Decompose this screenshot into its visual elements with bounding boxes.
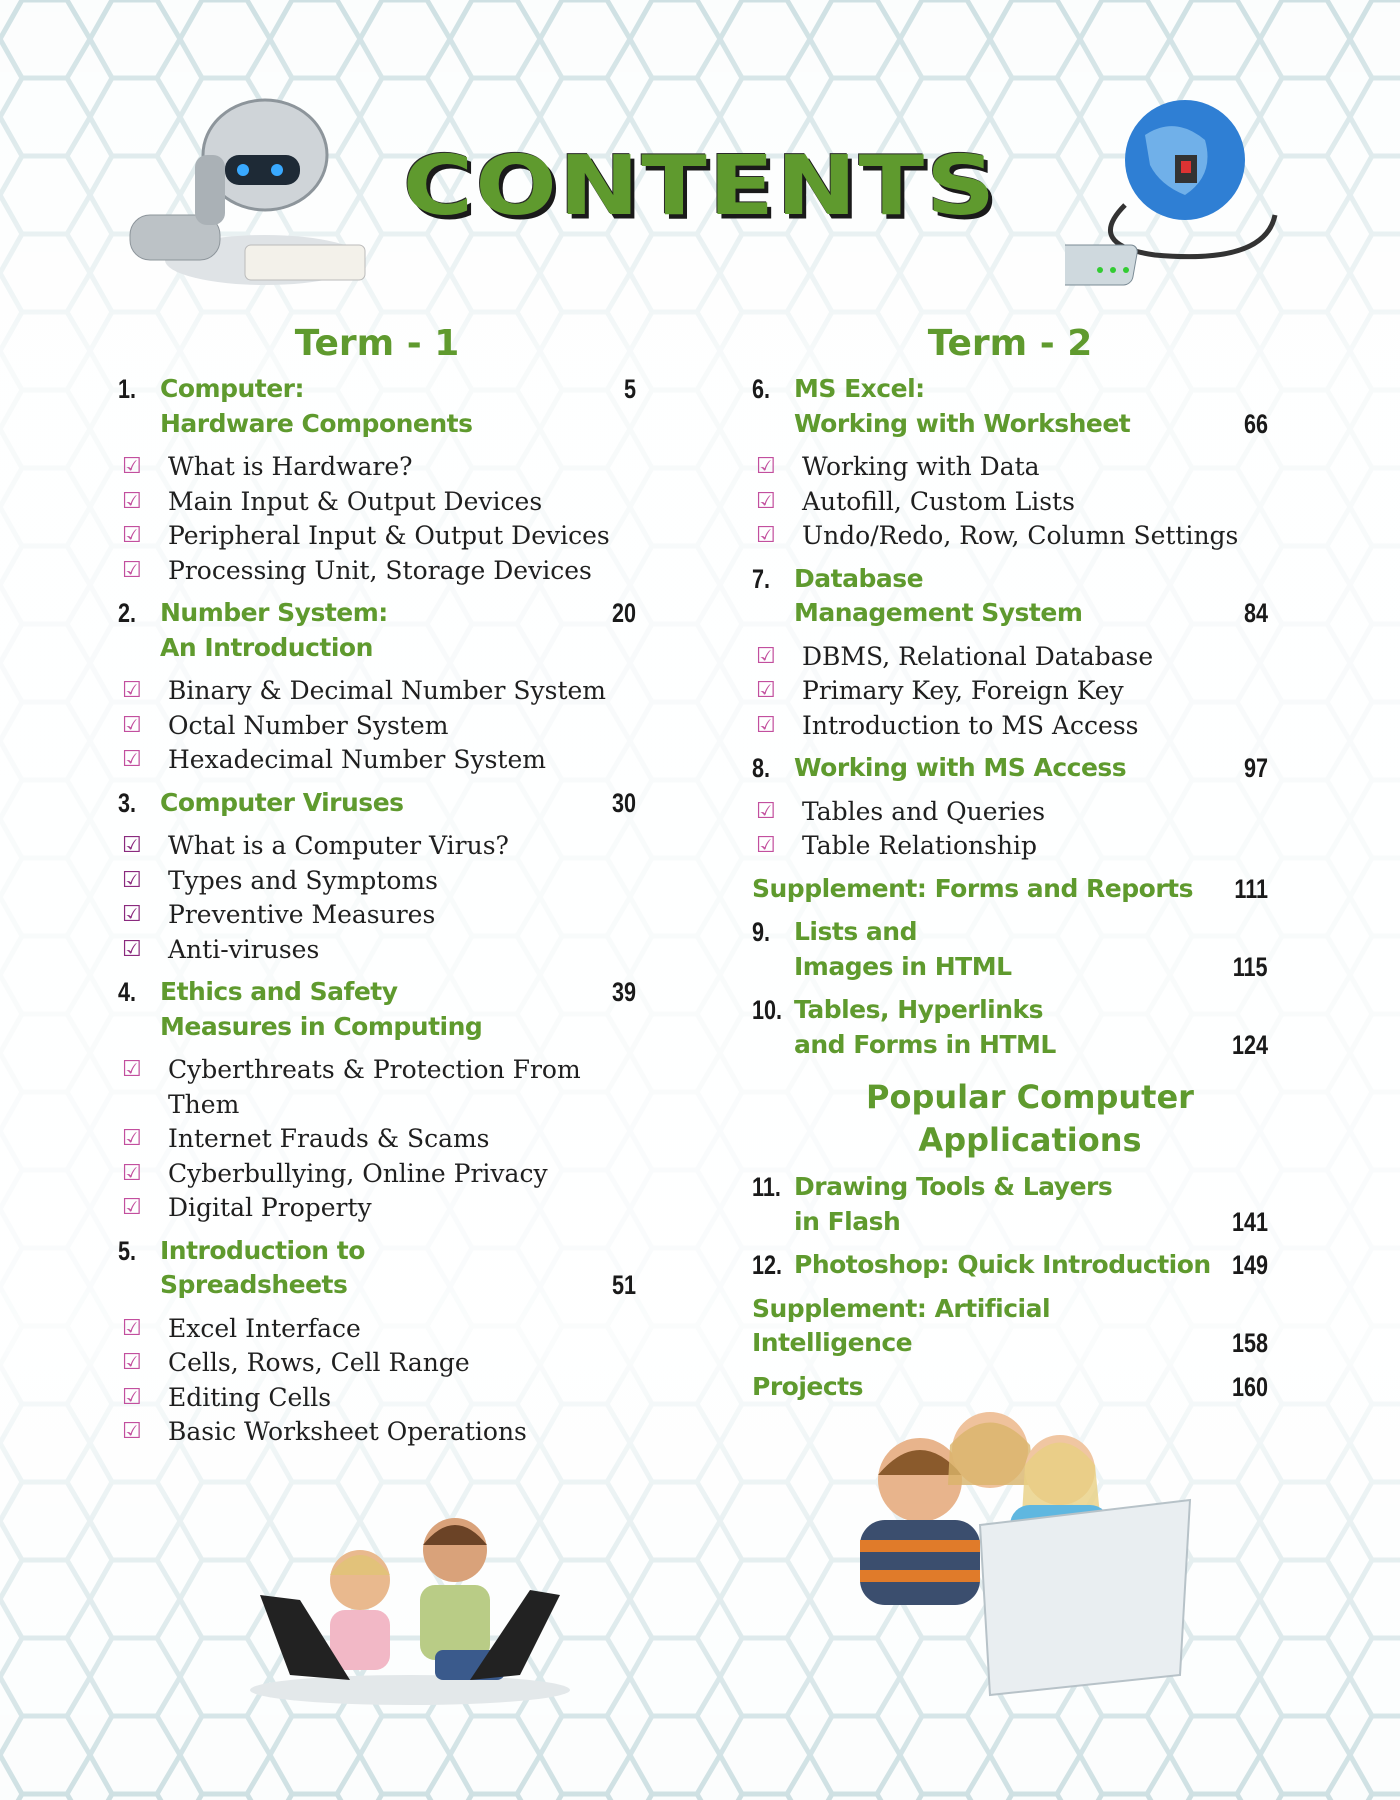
subtopic-label: Introduction to MS Access (802, 710, 1139, 740)
globe-router-illustration (1065, 95, 1295, 295)
check-icon: ☑ (756, 833, 776, 858)
subtopic-label: Working with Data (802, 452, 1040, 481)
subtopic-item[interactable] (752, 485, 1268, 520)
chapter-entry[interactable] (752, 1370, 1268, 1405)
check-icon: ☑ (756, 712, 776, 738)
chapter-title-line: Measures in Computing (160, 1011, 483, 1041)
check-icon: ☑ (122, 1350, 142, 1375)
check-icon: ☑ (756, 523, 776, 548)
subtopic-label: Table Relationship (802, 831, 1038, 860)
subtopic-label: Processing Unit, Storage Devices (168, 555, 592, 585)
subtopic-label: Types and Symptoms (168, 865, 438, 895)
chapter-entry[interactable] (118, 786, 636, 821)
page-number: 30 (611, 787, 636, 818)
chapter-title-line: An Introduction (160, 632, 373, 662)
subtopic-list (118, 674, 636, 778)
subtopic-list (118, 829, 636, 967)
chapter-number: 8. (752, 753, 771, 783)
chapter-title-line: Projects (752, 1371, 864, 1401)
chapter-entry[interactable] (752, 751, 1268, 786)
popular-applications-heading (792, 1076, 1268, 1162)
chapter-title[interactable] (160, 975, 636, 1044)
subtopic-item[interactable] (118, 898, 636, 933)
chapter-title-line: Computer Viruses (160, 787, 404, 817)
subtopic-label: Excel Interface (168, 1313, 361, 1343)
chapter-entry[interactable] (118, 975, 636, 1044)
term-2-column (752, 318, 1268, 1413)
subtopic-item[interactable] (118, 485, 636, 520)
section-heading-line: Applications (918, 1121, 1142, 1159)
chapter-title-line: Ethics and Safety (160, 977, 398, 1006)
chapter-number: 9. (752, 917, 771, 947)
subtopic-label: Tables and Queries (802, 796, 1046, 826)
chapter-entry[interactable] (752, 915, 1268, 984)
chapter-title-line: Computer: (160, 374, 304, 403)
chapter-title-line: Photoshop: Quick Introduction (794, 1250, 1211, 1279)
subtopic-item[interactable] (118, 1381, 636, 1416)
term-1-column (118, 318, 636, 1458)
term-1-heading: Term - 1 (294, 323, 460, 364)
check-icon: ☑ (122, 523, 142, 548)
subtopic-label: What is Hardware? (168, 452, 413, 481)
check-icon: ☑ (122, 1160, 142, 1186)
page-number: 158 (1231, 1328, 1268, 1358)
check-icon: ☑ (122, 454, 142, 479)
subtopic-list (118, 450, 636, 588)
term-2-heading: Term - 2 (927, 323, 1093, 364)
check-icon: ☑ (122, 1315, 142, 1341)
check-icon: ☑ (122, 902, 142, 927)
subtopic-label: Cyberbullying, Online Privacy (168, 1158, 548, 1188)
chapter-entry[interactable] (752, 872, 1268, 907)
subtopic-item[interactable] (118, 1415, 636, 1450)
subtopic-item[interactable] (118, 1312, 636, 1347)
page-number: 124 (1231, 1029, 1268, 1060)
check-icon: ☑ (122, 833, 142, 858)
subtopic-item[interactable] (118, 450, 636, 485)
subtopic-label: Hexadecimal Number System (168, 745, 546, 774)
page-number: 66 (1243, 408, 1268, 439)
chapter-number: 7. (752, 563, 771, 594)
subtopic-label: Basic Worksheet Operations (168, 1417, 527, 1446)
subtopic-label: Internet Frauds & Scams (168, 1124, 490, 1153)
chapter-title[interactable] (794, 993, 1268, 1062)
chapter-title-line: MS Excel: (794, 374, 925, 403)
chapter-entry[interactable] (752, 1170, 1268, 1239)
subtopic-item[interactable] (118, 1346, 636, 1381)
check-icon: ☑ (756, 798, 776, 824)
chapter-title[interactable] (794, 751, 1268, 786)
page-number: 141 (1231, 1206, 1268, 1237)
check-icon: ☑ (756, 454, 776, 479)
subtopic-label: Octal Number System (168, 710, 449, 740)
page-number: 97 (1243, 753, 1268, 783)
chapter-title[interactable] (160, 786, 636, 821)
chapter-title[interactable] (160, 372, 636, 441)
check-icon: ☑ (756, 678, 776, 703)
subtopic-item[interactable] (752, 795, 1268, 830)
subtopic-label: DBMS, Relational Database (802, 641, 1154, 671)
subtopic-label: Preventive Measures (168, 900, 436, 929)
chapter-title[interactable] (794, 1170, 1268, 1239)
chapter-title-line: Working with MS Access (794, 753, 1127, 782)
chapter-title[interactable] (160, 1234, 636, 1303)
chapter-title-line: Lists and (794, 917, 917, 946)
chapter-title[interactable] (160, 596, 636, 665)
subtopic-label: Undo/Redo, Row, Column Settings (802, 521, 1239, 550)
subtopic-item[interactable] (752, 674, 1268, 709)
chapter-number: 12. (752, 1250, 783, 1280)
check-icon: ☑ (122, 1195, 142, 1220)
check-icon: ☑ (122, 678, 142, 703)
page-number: 160 (1231, 1371, 1268, 1402)
chapter-title-line: Hardware Components (160, 408, 473, 438)
check-icon: ☑ (122, 936, 142, 962)
subtopic-item[interactable] (752, 450, 1268, 485)
chapter-number: 1. (118, 374, 137, 404)
check-icon: ☑ (122, 1057, 142, 1082)
subtopic-label: Autofill, Custom Lists (802, 486, 1075, 516)
subtopic-label: Cells, Rows, Cell Range (168, 1348, 470, 1377)
page-number: 20 (611, 598, 636, 628)
check-icon: ☑ (122, 867, 142, 893)
chapter-entry[interactable] (752, 562, 1268, 631)
subtopic-label: Editing Cells (168, 1382, 332, 1412)
chapter-entry[interactable] (752, 1248, 1268, 1283)
chapter-number: 2. (118, 598, 137, 628)
check-icon: ☑ (122, 1419, 142, 1444)
check-icon: ☑ (122, 712, 142, 738)
page-number: 115 (1233, 951, 1268, 982)
subtopic-label: Anti-viruses (168, 934, 320, 964)
subtopic-item[interactable] (118, 1122, 636, 1157)
subtopic-list (752, 640, 1268, 744)
chapter-entry[interactable] (118, 1234, 636, 1303)
chapter-title[interactable] (794, 372, 1268, 441)
kids-with-laptops-illustration (240, 1500, 580, 1710)
page-number: 5 (623, 374, 636, 404)
subtopic-item[interactable] (118, 709, 636, 744)
chapter-title-line: in Flash (794, 1206, 901, 1236)
subtopic-item[interactable] (118, 1191, 636, 1226)
subtopic-item[interactable] (752, 829, 1268, 864)
chapter-title-line: Number System: (160, 598, 388, 627)
subtopic-label: Main Input & Output Devices (168, 486, 543, 516)
subtopic-item[interactable] (118, 743, 636, 778)
subtopic-item[interactable] (118, 933, 636, 968)
subtopic-item[interactable] (118, 674, 636, 709)
section-heading-line: Popular Computer (866, 1078, 1194, 1116)
check-icon: ☑ (122, 1384, 142, 1410)
robot-reading-illustration (115, 95, 405, 305)
page-number: 149 (1231, 1250, 1268, 1280)
chapter-title-line: Supplement: Artificial (752, 1293, 1051, 1323)
subtopic-item[interactable] (118, 554, 636, 589)
chapter-title-line: Database (794, 563, 924, 593)
check-icon: ☑ (756, 488, 776, 514)
subtopic-item[interactable] (752, 519, 1268, 554)
chapter-title-line: Images in HTML (794, 951, 1012, 981)
chapter-title-line: Management System (794, 598, 1083, 627)
chapter-title[interactable] (752, 872, 1268, 907)
subtopic-item[interactable] (752, 640, 1268, 675)
subtopic-label: Cyberthreats & Protection From Them (168, 1055, 581, 1119)
chapter-title-line: and Forms in HTML (794, 1029, 1056, 1059)
chapter-title-line: Working with Worksheet (794, 408, 1131, 438)
page-number: 111 (1234, 873, 1268, 904)
page-title: CONTENTS (402, 138, 998, 234)
subtopic-item[interactable] (752, 709, 1268, 744)
chapter-title-line: Supplement: Forms and Reports (752, 873, 1193, 903)
chapter-title-line: Spreadsheets (160, 1270, 348, 1299)
chapter-entry[interactable] (118, 372, 636, 441)
subtopic-list (118, 1312, 636, 1450)
subtopic-label: Peripheral Input & Output Devices (168, 521, 610, 550)
chapter-title[interactable] (794, 1248, 1268, 1283)
chapter-entry[interactable] (752, 1292, 1268, 1361)
page-number: 51 (611, 1270, 636, 1300)
subtopic-item[interactable] (118, 829, 636, 864)
check-icon: ☑ (122, 557, 142, 583)
chapter-title[interactable] (752, 1292, 1268, 1361)
chapter-entry[interactable] (752, 372, 1268, 441)
subtopic-item[interactable] (118, 864, 636, 899)
subtopic-label: What is a Computer Virus? (168, 831, 509, 860)
check-icon: ☑ (122, 488, 142, 514)
family-with-laptop-illustration (830, 1405, 1210, 1705)
chapter-title-line: Drawing Tools & Layers (794, 1172, 1113, 1201)
chapter-title[interactable] (794, 562, 1268, 631)
chapter-number: 5. (118, 1235, 137, 1266)
chapter-title[interactable] (794, 915, 1268, 984)
chapter-title-line: Introduction to (160, 1235, 365, 1265)
subtopic-item[interactable] (118, 519, 636, 554)
subtopic-list (752, 795, 1268, 864)
subtopic-label: Primary Key, Foreign Key (802, 676, 1124, 705)
subtopic-label: Binary & Decimal Number System (168, 676, 606, 705)
subtopic-label: Digital Property (168, 1193, 372, 1222)
subtopic-item[interactable] (118, 1157, 636, 1192)
chapter-title-line: Tables, Hyperlinks (794, 995, 1044, 1024)
subtopic-item[interactable] (118, 1053, 636, 1122)
subtopic-list (118, 1053, 636, 1226)
check-icon: ☑ (756, 643, 776, 669)
chapter-title-line: Intelligence (752, 1328, 913, 1357)
chapter-number: 10. (752, 995, 783, 1025)
chapter-number: 11. (752, 1172, 781, 1202)
page-number: 39 (611, 977, 636, 1007)
subtopic-list (752, 450, 1268, 554)
page-number: 84 (1243, 598, 1268, 628)
chapter-number: 6. (752, 374, 771, 404)
chapter-entry[interactable] (752, 993, 1268, 1062)
check-icon: ☑ (122, 747, 142, 772)
check-icon: ☑ (122, 1126, 142, 1151)
chapter-number: 4. (118, 977, 137, 1007)
chapter-entry[interactable] (118, 596, 636, 665)
chapter-title[interactable] (752, 1370, 1268, 1405)
chapter-number: 3. (118, 787, 137, 818)
